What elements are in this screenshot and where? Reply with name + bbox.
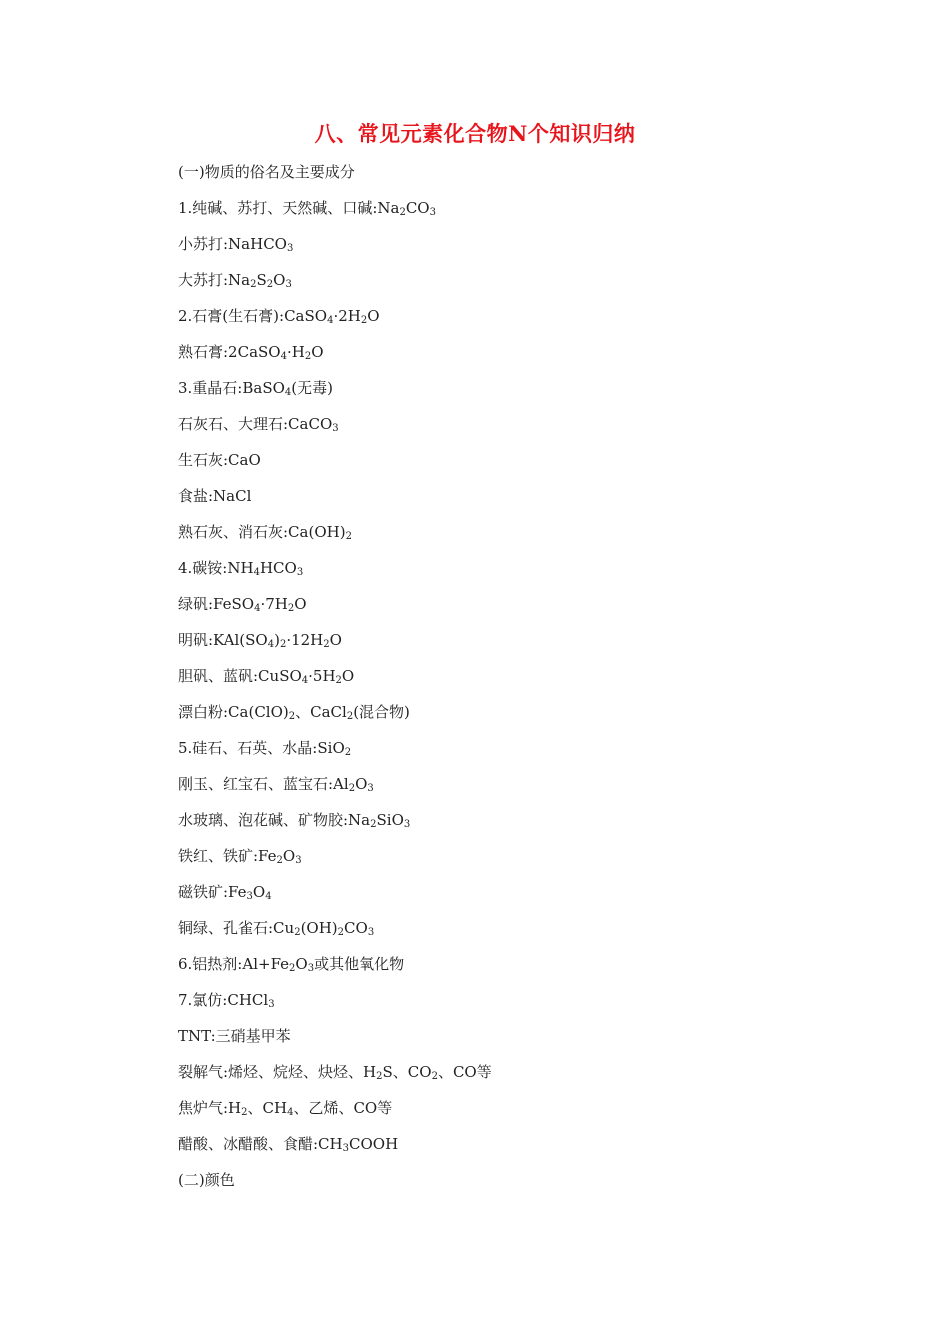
text-run: ·7H (260, 595, 288, 613)
subscript: 2 (370, 819, 377, 830)
subscript: 3 (307, 963, 315, 974)
content-line (178, 484, 878, 520)
text-run: 熟石膏:2CaSO (178, 343, 281, 361)
text-run: TNT:三硝基甲苯 (178, 1027, 291, 1045)
subscript: 2 (288, 711, 296, 722)
content-line (178, 304, 878, 340)
text-run: (无毒) (291, 379, 333, 397)
subscript: 2 (276, 855, 283, 866)
content-line (178, 376, 878, 412)
page-title: 八、常见元素化合物N个知识归纳 (314, 121, 636, 146)
text-run: S、CO (382, 1063, 432, 1081)
section-heading (178, 1168, 878, 1204)
text-run: 、CH (247, 1099, 288, 1117)
text-run: 焦炉气:H (178, 1099, 242, 1117)
text-run: 食盐:NaCl (178, 487, 252, 505)
content-line (178, 952, 878, 988)
subscript: 2 (294, 927, 301, 938)
content-line (178, 988, 878, 1024)
text-run: ) (274, 631, 280, 649)
subscript: 4 (267, 639, 275, 650)
text-run: 胆矾、蓝矾:CuSO (178, 667, 302, 685)
subscript: 2 (360, 315, 368, 326)
text-run: 铜绿、孔雀石:Cu (178, 919, 295, 937)
text-run: 石灰石、大理石:CaCO (178, 415, 333, 433)
text-run: O (341, 667, 355, 685)
subscript: 2 (335, 675, 342, 686)
text-run: CO (405, 199, 430, 217)
content-line (178, 1132, 878, 1168)
subscript: 2 (431, 1071, 438, 1082)
content-line (178, 448, 878, 484)
subscript: 4 (287, 1107, 294, 1118)
subscript: 2 (287, 603, 295, 614)
text-run: ·2H (333, 307, 361, 325)
subscript: 2 (345, 531, 352, 542)
text-run: 6.铝热剂:Al+Fe (178, 955, 290, 973)
text-run: COOH (349, 1135, 399, 1153)
text-run: (OH) (300, 919, 338, 937)
subscript: 4 (301, 675, 309, 686)
subscript: 3 (295, 855, 302, 866)
text-run: 漂白粉:Ca(ClO) (178, 703, 289, 721)
text-run: (一)物质的俗名及主要成分 (178, 163, 355, 181)
subscript: 4 (280, 351, 287, 362)
subscript: 4 (327, 315, 334, 326)
text-run: O (273, 271, 286, 289)
text-run: 4.碳铵:NH (178, 559, 254, 577)
subscript: 3 (367, 783, 374, 794)
subscript: 3 (286, 243, 294, 254)
text-run: 3.重晶石:BaSO (178, 379, 285, 397)
subscript: 2 (337, 927, 345, 938)
text-run: 、乙烯、CO等 (293, 1099, 393, 1117)
subscript: 2 (279, 639, 287, 650)
text-run: 小苏打:NaHCO (178, 235, 287, 253)
subscript: 2 (241, 1107, 248, 1118)
text-run: 7.氯仿:CHCl (178, 991, 269, 1009)
subscript: 2 (266, 279, 274, 290)
content-line (178, 412, 878, 448)
subscript: 4 (265, 891, 272, 902)
text-run: S (256, 271, 267, 289)
text-run: O (295, 955, 308, 973)
content-line (178, 592, 878, 628)
content-line (178, 556, 878, 592)
text-run: O (329, 631, 342, 649)
text-run: 醋酸、冰醋酸、食醋:CH (178, 1135, 343, 1153)
content-line (178, 628, 878, 664)
content-line (178, 916, 878, 952)
subscript: 3 (403, 819, 411, 830)
subscript: 2 (289, 963, 296, 974)
text-run: 明矾:KAl(SO (178, 631, 268, 649)
text-run: 生石灰:CaO (178, 451, 261, 469)
text-run: 刚玉、红宝石、蓝宝石:Al (178, 775, 349, 793)
content-line (178, 844, 878, 880)
text-run: O (282, 847, 296, 865)
content-line (178, 808, 878, 844)
text-run: CO (344, 919, 368, 937)
subscript: 4 (284, 387, 292, 398)
content-line (178, 772, 878, 808)
content-line (178, 268, 878, 304)
text-run: HCO (259, 559, 297, 577)
text-run: O (294, 595, 307, 613)
content-line (178, 1024, 878, 1060)
content-line (178, 232, 878, 268)
subscript: 3 (268, 999, 275, 1010)
subscript: 2 (376, 1071, 383, 1082)
text-run: 1.纯碱、苏打、天然碱、口碱:Na (178, 199, 400, 217)
text-run: O (355, 775, 368, 793)
text-run: 2.石膏(生石膏):CaSO (178, 307, 328, 325)
content-line (178, 700, 878, 736)
subscript: 3 (285, 279, 292, 290)
text-run: (混合物) (353, 703, 410, 721)
content-line (178, 880, 878, 916)
subscript: 2 (344, 747, 352, 758)
text-run: 大苏打:Na (178, 271, 251, 289)
content-line (178, 520, 878, 556)
text-run: O (311, 343, 324, 361)
subscript: 3 (246, 891, 253, 902)
text-run: 裂解气:烯烃、烷烃、炔烃、H (178, 1063, 377, 1081)
subscript: 3 (367, 927, 375, 938)
text-run: SiO (376, 811, 404, 829)
text-run: ·12H (286, 631, 324, 649)
text-run: 、CO等 (437, 1063, 492, 1081)
text-run: 熟石灰、消石灰:Ca(OH) (178, 523, 346, 541)
text-run: 铁红、铁矿:Fe (178, 847, 277, 865)
content-line (178, 664, 878, 700)
subscript: 2 (399, 207, 406, 218)
subscript: 4 (254, 603, 261, 614)
subscript: 3 (332, 423, 339, 434)
text-run: O (252, 883, 266, 901)
subscript: 2 (348, 783, 356, 794)
text-run: 或其他氧化物 (314, 955, 405, 973)
text-run: 5.硅石、石英、水晶:SiO (178, 739, 345, 757)
content-line (178, 736, 878, 772)
text-run: ·H (286, 343, 305, 361)
content-line (178, 196, 878, 232)
text-run: 、CaCl (295, 703, 347, 721)
subscript: 3 (342, 1143, 349, 1154)
subscript: 2 (250, 279, 257, 290)
content-line (178, 340, 878, 376)
text-run: 水玻璃、泡花碱、矿物胶:Na (178, 811, 371, 829)
text-run: 磁铁矿:Fe (178, 883, 247, 901)
subscript: 2 (304, 351, 312, 362)
section-heading (178, 160, 878, 196)
subscript: 3 (429, 207, 436, 218)
subscript: 4 (253, 567, 260, 578)
text-run: 绿矾:FeSO (178, 595, 255, 613)
text-run: ·5H (308, 667, 336, 685)
subscript: 3 (296, 567, 304, 578)
subscript: 2 (323, 639, 330, 650)
subscript: 2 (346, 711, 354, 722)
content-line (178, 1060, 878, 1096)
text-run: (二)颜色 (178, 1171, 235, 1189)
content-line (178, 1096, 878, 1132)
text-run: O (367, 307, 380, 325)
content-lines (178, 160, 878, 1204)
